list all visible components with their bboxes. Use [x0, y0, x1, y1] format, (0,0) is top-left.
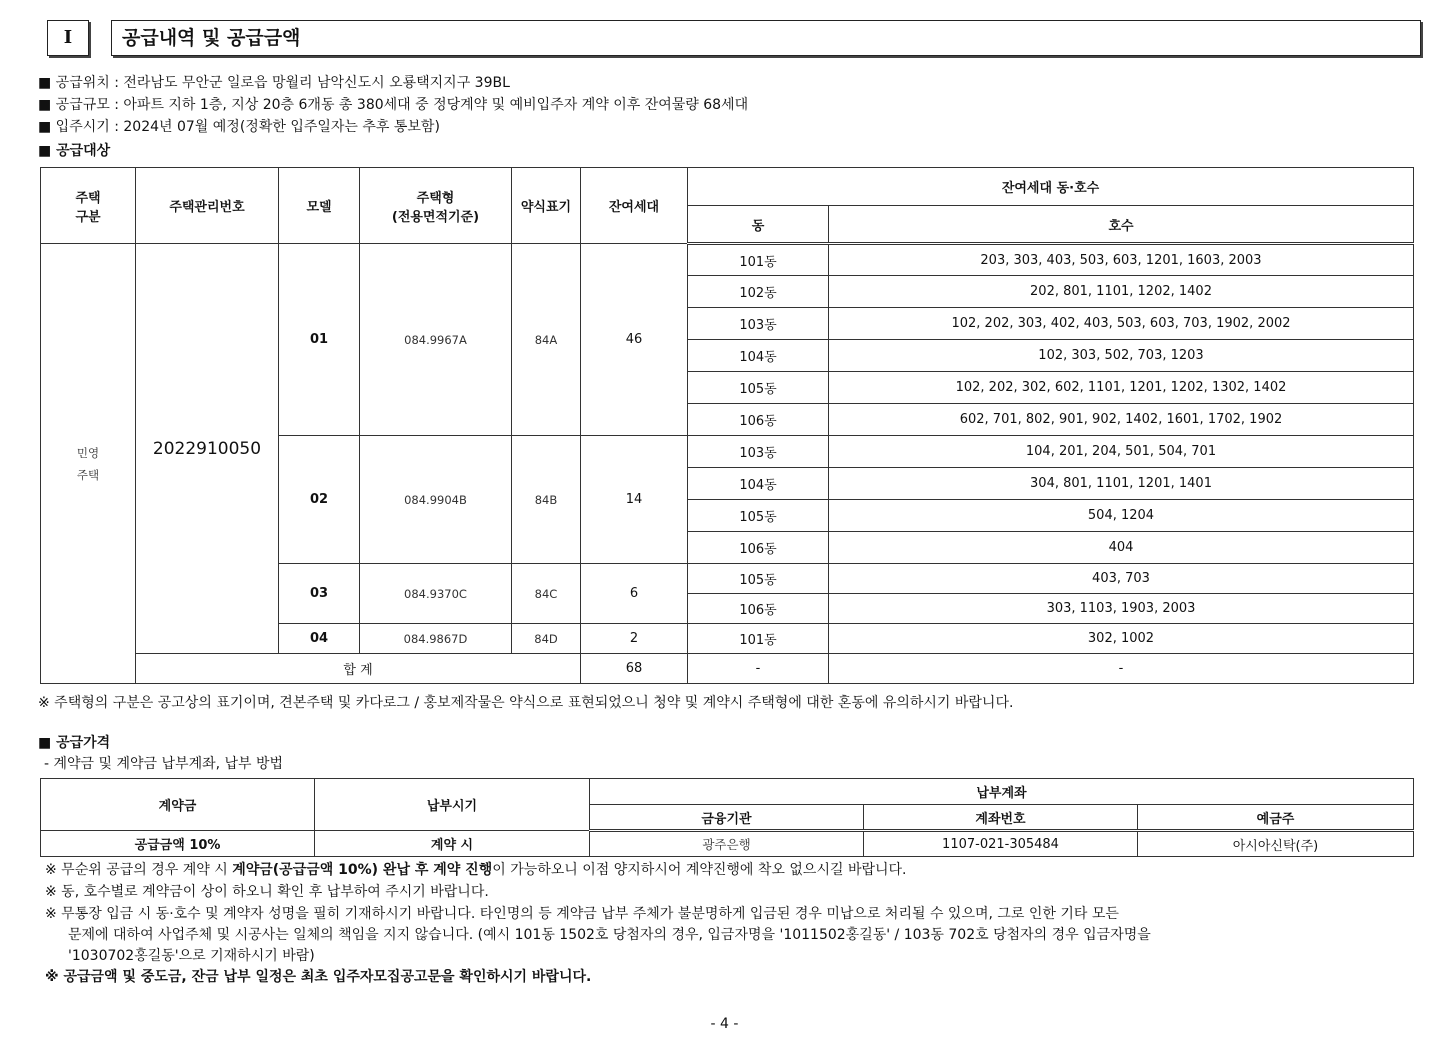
header-account: 납부계좌 — [590, 779, 1414, 805]
ho-cell: 504, 1204 — [829, 500, 1414, 532]
dong-cell: 106동 — [688, 532, 829, 564]
price-table — [40, 778, 1414, 857]
dong-cell: 103동 — [688, 308, 829, 340]
header-holder: 예금주 — [1138, 805, 1414, 831]
page-number: - 4 - — [710, 1016, 739, 1032]
header-timing: 납부시기 — [315, 779, 590, 831]
count-cell: 2 — [581, 624, 688, 654]
count-cell: 6 — [581, 564, 688, 624]
note-1 — [45, 859, 907, 879]
info-scale: ■ 공급규모 : 아파트 지하 1층, 지상 20층 6개동 총 380세대 중 정당계약 및 예비입주자 계약 이후 잔여물량 68세대 — [38, 97, 749, 113]
note-2: ※ 동, 호수별로 계약금이 상이 하오니 확인 후 납부하여 주시기 바랍니다. — [45, 884, 489, 900]
table-row — [41, 831, 1414, 857]
deposit-value: 공급금액 10% — [41, 831, 315, 857]
note-3-line1: ※ 무통장 입금 시 동·호수 및 계약자 성명을 필히 기재하시기 바랍니다. 타인명의 등 계약금 납부 주체가 불분명하게 입금된 경우 미납으로 처리될 수 있으며, 그로 인한 기타 모든 — [45, 906, 1119, 922]
dong-cell: 104동 — [688, 468, 829, 500]
dong-cell: 102동 — [688, 276, 829, 308]
ho-cell: 304, 801, 1101, 1201, 1401 — [829, 468, 1414, 500]
dong-cell: 106동 — [688, 594, 829, 624]
dong-cell: 105동 — [688, 372, 829, 404]
total-count: 68 — [581, 654, 688, 684]
note-1-bold: 계약금(공급금액 10%) 완납 후 계약 진행 — [232, 862, 493, 878]
header-house-category: 주택 구분 — [41, 168, 136, 244]
ho-cell: 404 — [829, 532, 1414, 564]
header-house-type: 주택형 (전용면적기준) — [360, 168, 512, 244]
header-remaining-units: 잔여세대 동·호수 — [688, 168, 1414, 206]
header-bank: 금융기관 — [590, 805, 864, 831]
supply-table — [40, 167, 1414, 684]
note-3-line3: '1030702홍길동'으로 기재하시기 바람) — [68, 948, 315, 964]
dong-cell: 103동 — [688, 436, 829, 468]
count-cell: 46 — [581, 244, 688, 436]
ho-cell: 102, 202, 302, 602, 1101, 1201, 1202, 1302, 1402 — [829, 372, 1414, 404]
house-type-cell: 084.9867D — [360, 624, 512, 654]
total-row — [41, 654, 1414, 684]
header-short: 약식표기 — [512, 168, 581, 244]
section-title: 공급내역 및 공급금액 — [111, 20, 1421, 56]
short-cell: 84C — [512, 564, 581, 624]
holder-value: 아시아신탁(주) — [1138, 831, 1414, 857]
note-3-line2: 문제에 대하여 사업주체 및 시공사는 일체의 책임을 지지 않습니다. (예시 101동 1502호 당첨자의 경우, 입금자명을 '1011502홍길동' / 103동 702호 당첨자의 경우 입금자명을 — [68, 927, 1151, 943]
table-row — [41, 244, 1414, 276]
dong-cell: 106동 — [688, 404, 829, 436]
house-type-cell: 084.9904B — [360, 436, 512, 564]
header-model: 모델 — [279, 168, 360, 244]
ho-cell: 602, 701, 802, 901, 902, 1402, 1601, 1702, 1902 — [829, 404, 1414, 436]
total-label: 합 계 — [136, 654, 581, 684]
ho-cell: 102, 303, 502, 703, 1203 — [829, 340, 1414, 372]
model-cell: 03 — [279, 564, 360, 624]
dong-cell: 101동 — [688, 244, 829, 276]
mgmt-no: 2022910050 — [136, 244, 279, 654]
house-category: 민영 주택 — [41, 244, 136, 684]
model-cell: 02 — [279, 436, 360, 564]
header-remaining: 잔여세대 — [581, 168, 688, 244]
note-1-pre: ※ 무순위 공급의 경우 계약 시 — [45, 862, 233, 878]
ho-cell: 104, 201, 204, 501, 504, 701 — [829, 436, 1414, 468]
short-cell: 84A — [512, 244, 581, 436]
ho-cell: 302, 1002 — [829, 624, 1414, 654]
note-4: ※ 공급금액 및 중도금, 잔금 납부 일정은 최초 입주자모집공고문을 확인하시기 바랍니다. — [45, 969, 592, 985]
price-subheading: - 계약금 및 계약금 납부계좌, 납부 방법 — [44, 756, 284, 772]
ho-cell: 303, 1103, 1903, 2003 — [829, 594, 1414, 624]
ho-cell: 403, 703 — [829, 564, 1414, 594]
short-cell: 84D — [512, 624, 581, 654]
note-1-post: 이 가능하오니 이점 양지하시어 계약진행에 착오 없으시길 바랍니다. — [492, 862, 907, 878]
total-dong: - — [688, 654, 829, 684]
dong-cell: 104동 — [688, 340, 829, 372]
section-number: I — [47, 20, 89, 56]
header-dong: 동 — [688, 206, 829, 244]
ho-cell: 203, 303, 403, 503, 603, 1201, 1603, 2003 — [829, 244, 1414, 276]
account-no-value: 1107-021-305484 — [864, 831, 1138, 857]
header-account-no: 계좌번호 — [864, 805, 1138, 831]
price-heading: ■ 공급가격 — [38, 735, 111, 751]
timing-value: 계약 시 — [315, 831, 590, 857]
model-cell: 01 — [279, 244, 360, 436]
info-location: ■ 공급위치 : 전라남도 무안군 일로읍 망월리 남악신도시 오룡택지지구 39BL — [38, 75, 510, 91]
dong-cell: 105동 — [688, 564, 829, 594]
info-move-in: ■ 입주시기 : 2024년 07월 예정(정확한 입주일자는 추후 통보함) — [38, 119, 440, 135]
table-note: ※ 주택형의 구분은 공고상의 표기이며, 견본주택 및 카다로그 / 홍보제작물은 약식으로 표현되었으니 청약 및 계약시 주택형에 대한 혼동에 유의하시기 바랍니다. — [38, 695, 1014, 711]
header-deposit: 계약금 — [41, 779, 315, 831]
header-ho: 호수 — [829, 206, 1414, 244]
section-header — [47, 20, 1421, 58]
ho-cell: 202, 801, 1101, 1202, 1402 — [829, 276, 1414, 308]
ho-cell: 102, 202, 303, 402, 403, 503, 603, 703, 1902, 2002 — [829, 308, 1414, 340]
house-type-cell: 084.9967A — [360, 244, 512, 436]
model-cell: 04 — [279, 624, 360, 654]
total-ho: - — [829, 654, 1414, 684]
short-cell: 84B — [512, 436, 581, 564]
dong-cell: 105동 — [688, 500, 829, 532]
dong-cell: 101동 — [688, 624, 829, 654]
bank-value: 광주은행 — [590, 831, 864, 857]
count-cell: 14 — [581, 436, 688, 564]
header-mgmt-no: 주택관리번호 — [136, 168, 279, 244]
house-type-cell: 084.9370C — [360, 564, 512, 624]
supply-target-heading: ■ 공급대상 — [38, 143, 111, 159]
